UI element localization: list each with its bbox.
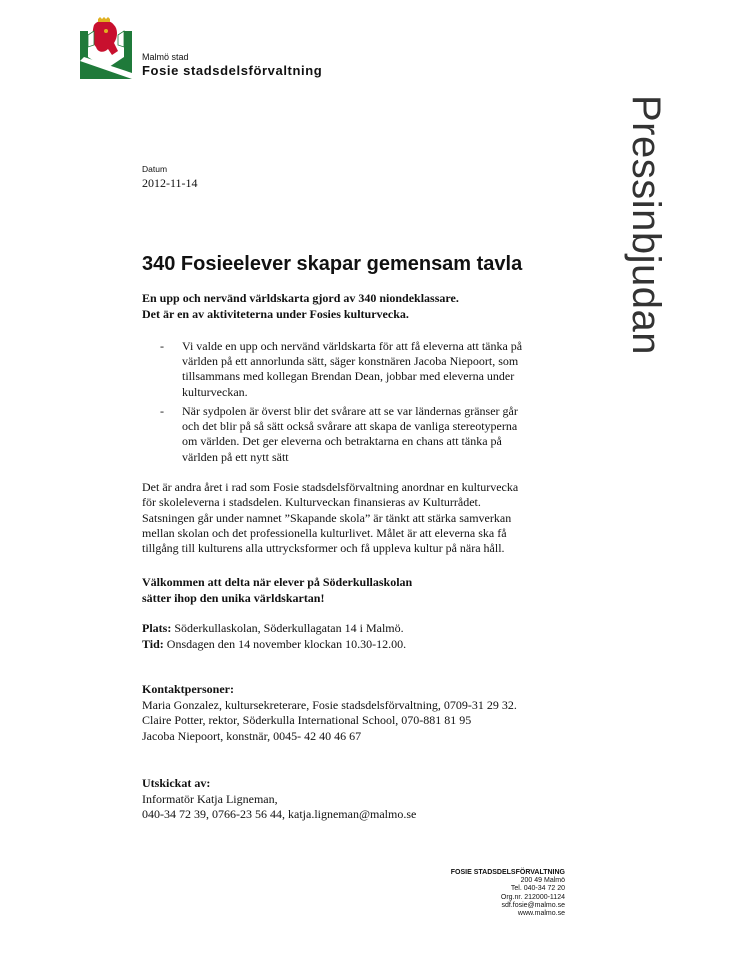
footer-address [451, 869, 565, 918]
quote-item [160, 404, 584, 468]
date-label: Datum [142, 164, 168, 174]
footer-line: 200 49 Malmö [520, 877, 565, 885]
place-value: Söderkullaskolan, Söderkullagatan 14 i Malmö. [171, 621, 404, 635]
body-line: tillgång till kulturens alla uttrycksformer och få uppleva kultur på nära håll. [142, 541, 505, 556]
quote-dash: - [160, 339, 164, 353]
quote-line: världen på ett annorlunda sätt, säger konstnären Jacoba Niepoort, som [182, 354, 519, 369]
sender-section [142, 776, 416, 823]
body-line: mellan skolan och det professionella kulturlivet. Målet är att eleverna ska få [142, 525, 507, 540]
body-line: Det är andra året i rad som Fosie stadsdelsförvaltning anordnar en kulturvecka [142, 480, 519, 494]
quote-item [160, 339, 584, 403]
quote-line: När sydpolen är överst blir det svårare att se var ländernas gränser går [182, 404, 518, 418]
place-line [142, 621, 406, 637]
quote-line: tillsammans med kollegan Brendan Dean, jobbar med eleverna under [182, 369, 515, 384]
quote-line: kulturveckan. [182, 384, 248, 399]
time-line [142, 637, 406, 653]
org-small-label: Malmö stad [142, 52, 189, 62]
footer-line: sdf.fosie@malmo.se [501, 901, 565, 909]
footer-line: www.malmo.se [517, 910, 565, 918]
quote-line: världen på ett nytt sätt [182, 449, 289, 464]
quote-line: och det blir på så sätt också svårare att skapa de vanliga stereotyperna [182, 419, 518, 434]
lead-line: En upp och nervänd världskarta gjord av 340 niondeklassare. [142, 291, 459, 305]
quote-line: om världen. Det ger eleverna och betraktarna en chans att tänka på [182, 434, 502, 449]
body-paragraph [142, 480, 582, 556]
contacts-section [142, 682, 517, 744]
welcome-line: sätter ihop den unika världskartan! [142, 590, 325, 605]
contact-line: Claire Potter, rektor, Söderkulla International School, 070-881 81 95 [142, 713, 472, 727]
contacts-heading: Kontaktpersoner: [142, 682, 234, 696]
event-details [142, 621, 406, 652]
footer-line: Org.nr. 212000-1124 [500, 893, 565, 901]
lead-line: Det är en av aktiviteterna under Fosies kulturvecka. [142, 306, 409, 321]
quote-line: Vi valde en upp och nervänd världskarta för att få eleverna att tänka på [182, 339, 523, 353]
org-name: Fosie stadsdelsförvaltning [142, 63, 323, 78]
quote-dash: - [160, 404, 164, 418]
sender-heading: Utskickat av: [142, 776, 211, 790]
welcome-line: Välkommen att delta när elever på Söderkullaskolan [142, 575, 413, 589]
sender-line: 040-34 72 39, 0766-23 56 44, katja.ligneman@malmo.se [142, 807, 417, 821]
place-label: Plats: [142, 621, 172, 635]
vertical-document-type: Pressinbjudan [624, 95, 668, 355]
contact-line: Jacoba Niepoort, konstnär, 0045- 42 40 46 67 [142, 728, 362, 743]
time-label: Tid: [142, 636, 164, 651]
footer-line: Tel. 040-34 72 20 [510, 885, 565, 893]
malmo-logo [80, 17, 132, 79]
footer-heading: FOSIE STADSDELSFÖRVALTNING [450, 869, 565, 876]
time-value: Onsdagen den 14 november klockan 10.30-12.00. [163, 636, 407, 651]
page-title: 340 Fosieelever skapar gemensam tavla [142, 253, 523, 275]
welcome-text [142, 575, 412, 606]
body-line: Satsningen går under namnet ”Skapande skola” är tänkt att stärka samverkan [142, 510, 512, 525]
body-line: för skoleleverna i stadsdelen. Kulturveckan finansieras av Kulturrådet. [142, 495, 481, 510]
lead-paragraph [142, 291, 562, 322]
contact-line: Maria Gonzalez, kultursekreterare, Fosie stadsdelsförvaltning, 0709-31 29 32. [142, 697, 517, 712]
sender-line: Informatör Katja Ligneman, [142, 791, 278, 806]
date-value: 2012-11-14 [142, 176, 198, 190]
